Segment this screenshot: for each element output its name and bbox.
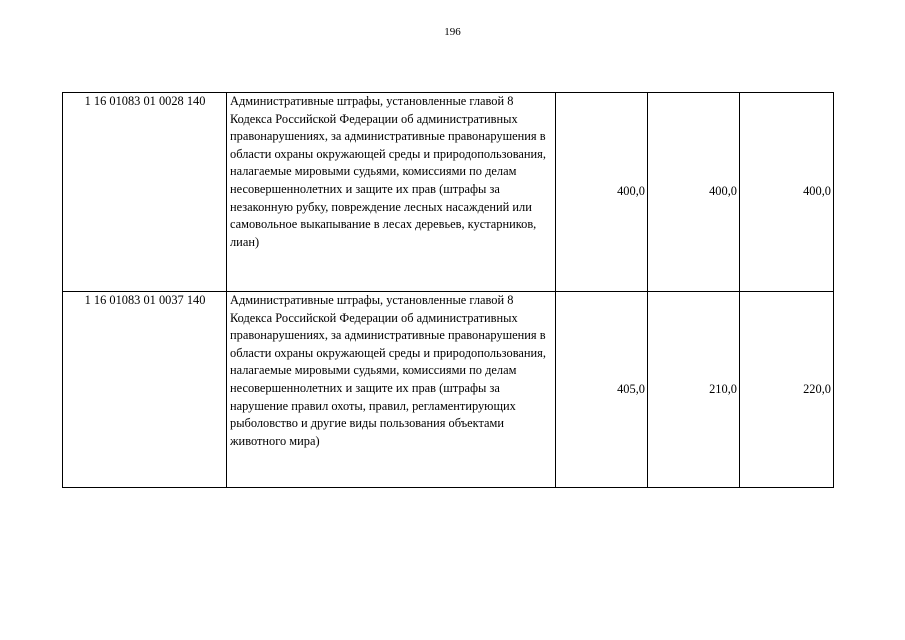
amount-cell-year-3: 220,0 [740,292,834,488]
amount-cell-year-2: 210,0 [648,292,740,488]
amount-cell-year-2: 400,0 [648,93,740,292]
revenue-description-cell: Административные штрафы, установленные главой 8 Кодекса Российской Федерации об административных правонарушениях, за административные правонарушения в области охраны окружающей среды и природопользования, налагаемые мировыми судьями, комиссиями по делам несовершеннолетних и защите их прав (штрафы за незаконную рубку, повреждение лесных насаждений или самовольное выкапывание в лесах деревьев, кустарников, лиан) [227,93,556,292]
amount-cell-year-1: 405,0 [556,292,648,488]
table-row [63,292,834,488]
budget-revenue-table [62,92,834,488]
amount-cell-year-1: 400,0 [556,93,648,292]
page-number: 196 [444,26,461,38]
revenue-code-cell: 1 16 01083 01 0028 140 [63,93,227,292]
amount-cell-year-3: 400,0 [740,93,834,292]
revenue-code-cell: 1 16 01083 01 0037 140 [63,292,227,488]
revenue-description-cell: Административные штрафы, установленные главой 8 Кодекса Российской Федерации об административных правонарушениях, за административные правонарушения в области охраны окружающей среды и природопользования, налагаемые мировыми судьями, комиссиями по делам несовершеннолетних и защите их прав (штрафы за нарушение правил охоты, правил, регламентирующих рыболовство и другие виды пользования объектами животного мира) [227,292,556,488]
table-row [63,93,834,292]
